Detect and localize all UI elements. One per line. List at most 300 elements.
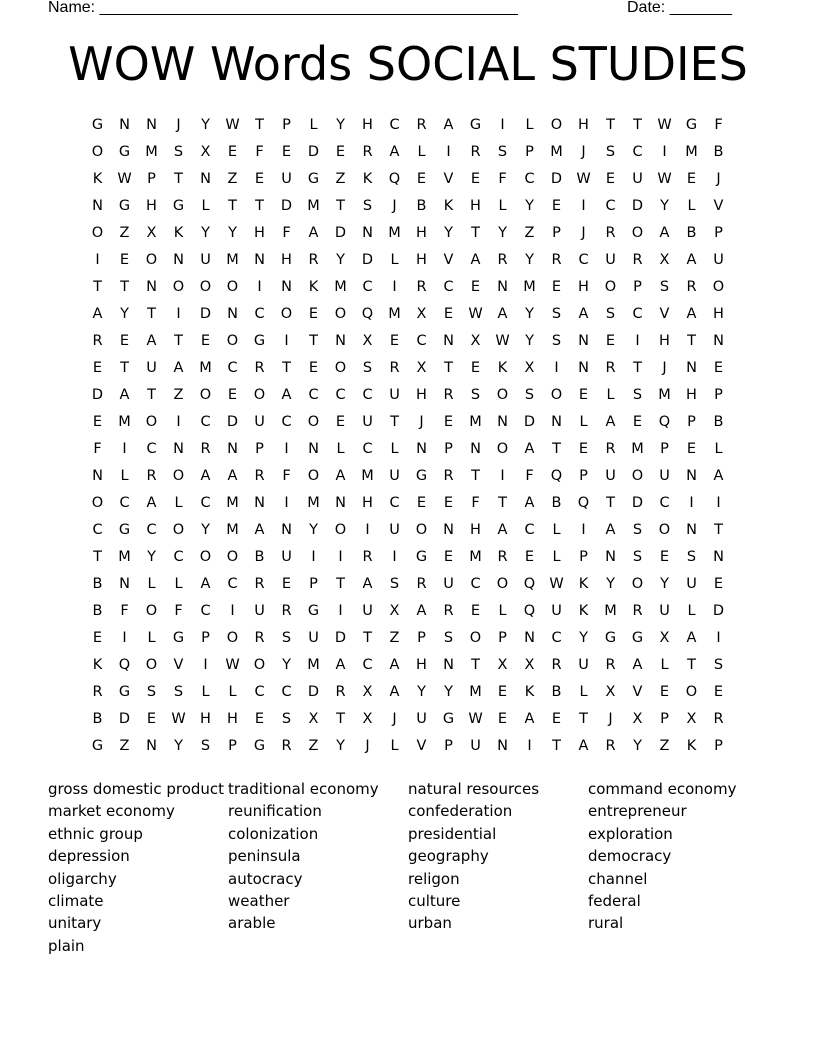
grid-letter: J	[365, 737, 370, 754]
grid-letter: Y	[309, 521, 318, 538]
grid-letter: E	[443, 548, 454, 565]
word-bank-item: command economy	[588, 780, 737, 798]
grid-letter: W	[468, 305, 483, 322]
grid-letter: A	[416, 602, 427, 619]
word-bank-item: natural resources	[408, 780, 540, 798]
grid-letter: N	[146, 116, 157, 133]
grid-letter: O	[604, 278, 617, 295]
grid-letter: B	[92, 575, 103, 592]
grid-letter: K	[92, 170, 103, 187]
grid-letter: B	[713, 143, 724, 160]
grid-letter: X	[308, 710, 319, 727]
grid-letter: E	[551, 710, 562, 727]
grid-letter: A	[227, 467, 238, 484]
grid-letter: G	[253, 332, 266, 349]
grid-letter: Z	[524, 224, 535, 241]
grid-letter: T	[498, 494, 507, 511]
grid-letter: O	[226, 278, 239, 295]
grid-letter: E	[605, 170, 616, 187]
grid-letter: T	[606, 494, 615, 511]
grid-letter: O	[631, 224, 644, 241]
grid-letter: A	[200, 575, 211, 592]
grid-letter: A	[119, 386, 130, 403]
grid-letter: O	[415, 521, 428, 538]
grid-letter: I	[338, 548, 343, 565]
grid-letter: Y	[201, 521, 210, 538]
grid-letter: I	[311, 548, 316, 565]
grid-letter: D	[91, 386, 104, 403]
grid-letter: C	[200, 494, 211, 511]
grid-letter: I	[446, 143, 451, 160]
grid-letter: E	[308, 305, 319, 322]
grid-letter: U	[632, 170, 643, 187]
grid-letter: I	[176, 305, 181, 322]
grid-letter: J	[392, 197, 397, 214]
grid-letter: P	[147, 170, 156, 187]
grid-letter: B	[713, 413, 724, 430]
grid-letter: R	[605, 440, 616, 457]
grid-letter: R	[362, 143, 373, 160]
grid-letter: E	[416, 170, 427, 187]
grid-letter: G	[118, 143, 131, 160]
grid-letter: R	[254, 359, 265, 376]
grid-letter: N	[146, 737, 157, 754]
grid-letter: I	[581, 197, 586, 214]
grid-letter: C	[524, 521, 535, 538]
grid-letter: T	[147, 305, 156, 322]
grid-letter: O	[334, 305, 347, 322]
grid-letter: R	[146, 467, 157, 484]
grid-letter: O	[307, 467, 320, 484]
grid-letter: F	[93, 440, 102, 457]
grid-letter: V	[659, 305, 670, 322]
grid-letter: Z	[308, 737, 319, 754]
grid-letter: P	[417, 629, 426, 646]
grid-letter: E	[443, 305, 454, 322]
word-bank-item: ethnic group	[48, 824, 143, 843]
grid-letter: G	[172, 197, 185, 214]
letter-grid	[84, 111, 732, 759]
word-bank-item: weather	[228, 891, 290, 910]
grid-letter: Y	[606, 575, 615, 592]
grid-letter: N	[146, 278, 157, 295]
grid-letter: H	[470, 197, 481, 214]
grid-letter: L	[309, 116, 318, 133]
grid-letter: E	[713, 575, 724, 592]
grid-letter: I	[284, 494, 289, 511]
grid-letter: L	[660, 656, 669, 673]
grid-letter: K	[578, 575, 589, 592]
grid-letter: S	[146, 683, 157, 700]
grid-letter: L	[174, 494, 183, 511]
grid-letter: N	[281, 521, 292, 538]
grid-letter: O	[145, 413, 158, 430]
grid-letter: A	[659, 224, 670, 241]
grid-letter: E	[713, 683, 724, 700]
grid-letter: R	[254, 629, 265, 646]
grid-letter: T	[228, 197, 237, 214]
grid-letter: Z	[119, 737, 130, 754]
word-bank-item: presidential	[408, 824, 497, 843]
grid-letter: L	[228, 683, 237, 700]
grid-letter: C	[119, 494, 130, 511]
grid-letter: C	[443, 278, 454, 295]
grid-letter: J	[176, 116, 181, 133]
grid-letter: H	[713, 305, 724, 322]
grid-letter: A	[281, 386, 292, 403]
grid-letter: Y	[336, 116, 345, 133]
grid-letter: N	[362, 224, 373, 241]
grid-letter: C	[605, 197, 616, 214]
grid-letter: X	[200, 143, 211, 160]
grid-letter: R	[92, 332, 103, 349]
grid-letter: M	[118, 548, 131, 565]
grid-letter: I	[662, 143, 667, 160]
grid-letter: E	[659, 548, 670, 565]
grid-letter: A	[578, 737, 589, 754]
grid-letter: Y	[579, 629, 588, 646]
grid-letter: H	[281, 251, 292, 268]
grid-letter: L	[390, 251, 399, 268]
grid-letter: N	[524, 629, 535, 646]
grid-letter: P	[714, 737, 723, 754]
grid-letter: C	[200, 413, 211, 430]
grid-letter: K	[173, 224, 184, 241]
grid-letter: E	[443, 494, 454, 511]
grid-letter: Y	[444, 224, 453, 241]
grid-letter: C	[416, 332, 427, 349]
grid-letter: E	[227, 143, 238, 160]
grid-letter: T	[147, 386, 156, 403]
grid-letter: U	[470, 737, 481, 754]
grid-letter: Y	[660, 575, 669, 592]
grid-letter: A	[389, 683, 400, 700]
grid-letter: M	[226, 251, 239, 268]
grid-letter: C	[632, 305, 643, 322]
grid-letter: A	[632, 656, 643, 673]
grid-letter: A	[605, 521, 616, 538]
grid-letter: S	[524, 386, 535, 403]
grid-letter: E	[146, 710, 157, 727]
word-bank-item: confederation	[408, 802, 513, 821]
grid-letter: U	[254, 413, 265, 430]
grid-letter: R	[551, 656, 562, 673]
grid-letter: P	[714, 224, 723, 241]
grid-letter: V	[173, 656, 184, 673]
grid-letter: R	[686, 278, 697, 295]
grid-letter: I	[500, 116, 505, 133]
grid-letter: L	[201, 683, 210, 700]
grid-letter: U	[281, 548, 292, 565]
grid-letter: N	[335, 332, 346, 349]
grid-letter: M	[361, 467, 374, 484]
grid-letter: T	[552, 440, 561, 457]
grid-letter: U	[605, 251, 616, 268]
grid-letter: O	[550, 386, 563, 403]
grid-letter: E	[335, 143, 346, 160]
grid-letter: L	[147, 629, 156, 646]
grid-letter: Y	[174, 737, 183, 754]
grid-letter: W	[549, 575, 564, 592]
grid-letter: U	[281, 170, 292, 187]
grid-letter: O	[172, 278, 185, 295]
grid-letter: C	[389, 494, 400, 511]
grid-letter: V	[443, 251, 454, 268]
grid-letter: D	[118, 710, 131, 727]
grid-letter: P	[687, 413, 696, 430]
grid-letter: G	[118, 683, 131, 700]
grid-letter: S	[173, 683, 184, 700]
grid-letter: H	[578, 116, 589, 133]
grid-letter: S	[470, 386, 481, 403]
grid-letter: I	[392, 278, 397, 295]
grid-letter: W	[171, 710, 186, 727]
grid-letter: E	[443, 413, 454, 430]
word-bank-item: exploration	[588, 824, 673, 843]
grid-letter: P	[444, 737, 453, 754]
word-bank-item: religon	[408, 869, 460, 888]
grid-letter: R	[416, 575, 427, 592]
grid-letter: I	[284, 440, 289, 457]
grid-letter: M	[307, 494, 320, 511]
grid-letter: T	[363, 629, 372, 646]
grid-letter: L	[498, 602, 507, 619]
grid-letter: A	[254, 521, 265, 538]
grid-letter: Y	[201, 116, 210, 133]
word-bank-item: geography	[408, 847, 489, 866]
grid-letter: R	[551, 251, 562, 268]
grid-letter: E	[686, 440, 697, 457]
grid-letter: T	[552, 737, 561, 754]
grid-letter: M	[469, 413, 482, 430]
grid-letter: R	[281, 602, 292, 619]
grid-letter: K	[497, 359, 508, 376]
grid-letter: A	[335, 467, 346, 484]
grid-letter: C	[281, 413, 292, 430]
grid-letter: P	[201, 629, 210, 646]
grid-letter: T	[714, 521, 723, 538]
grid-letter: T	[255, 197, 264, 214]
grid-letter: N	[497, 737, 508, 754]
grid-letter: E	[92, 413, 103, 430]
grid-letter: W	[468, 710, 483, 727]
grid-letter: J	[581, 224, 586, 241]
grid-letter: U	[659, 467, 670, 484]
grid-letter: N	[497, 413, 508, 430]
grid-letter: X	[605, 683, 616, 700]
grid-letter: A	[497, 305, 508, 322]
grid-letter: L	[147, 575, 156, 592]
grid-letter: H	[578, 278, 589, 295]
grid-letter: I	[689, 494, 694, 511]
grid-letter: U	[551, 602, 562, 619]
grid-letter: A	[200, 467, 211, 484]
grid-letter: G	[685, 116, 698, 133]
grid-letter: U	[578, 656, 589, 673]
grid-letter: Y	[525, 197, 534, 214]
grid-letter: R	[713, 710, 724, 727]
grid-letter: O	[253, 386, 266, 403]
grid-letter: T	[309, 332, 318, 349]
grid-letter: S	[497, 143, 508, 160]
grid-letter: E	[578, 440, 589, 457]
grid-letter: E	[92, 359, 103, 376]
grid-letter: R	[605, 656, 616, 673]
grid-letter: M	[658, 386, 671, 403]
grid-letter: F	[714, 116, 723, 133]
grid-letter: Y	[201, 224, 210, 241]
grid-letter: N	[416, 440, 427, 457]
grid-letter: F	[120, 602, 129, 619]
grid-letter: Q	[523, 602, 536, 619]
grid-letter: N	[308, 440, 319, 457]
grid-letter: O	[334, 521, 347, 538]
grid-letter: G	[91, 737, 104, 754]
grid-letter: S	[362, 197, 373, 214]
grid-letter: M	[469, 683, 482, 700]
grid-letter: P	[579, 467, 588, 484]
grid-letter: Z	[119, 224, 130, 241]
grid-letter: O	[685, 683, 698, 700]
grid-letter: Z	[659, 737, 670, 754]
grid-letter: E	[470, 359, 481, 376]
grid-letter: E	[254, 710, 265, 727]
grid-letter: C	[362, 386, 373, 403]
name-field-label: Name: _______________________________________________	[48, 0, 518, 16]
grid-letter: X	[362, 332, 373, 349]
grid-letter: T	[120, 278, 129, 295]
grid-letter: O	[334, 359, 347, 376]
grid-letter: G	[307, 170, 320, 187]
grid-letter: I	[527, 737, 532, 754]
grid-letter: T	[444, 359, 453, 376]
grid-letter: B	[551, 683, 562, 700]
grid-letter: M	[388, 224, 401, 241]
grid-letter: D	[361, 251, 374, 268]
date-field-label: Date: _______	[627, 0, 732, 16]
grid-letter: N	[443, 521, 454, 538]
grid-letter: A	[524, 494, 535, 511]
grid-letter: X	[389, 602, 400, 619]
grid-letter: X	[524, 656, 535, 673]
grid-letter: W	[225, 116, 240, 133]
grid-letter: B	[551, 494, 562, 511]
grid-letter: G	[118, 521, 131, 538]
grid-letter: M	[226, 494, 239, 511]
grid-letter: X	[416, 359, 427, 376]
grid-letter: U	[146, 359, 157, 376]
grid-letter: I	[392, 548, 397, 565]
grid-letter: O	[226, 332, 239, 349]
grid-letter: M	[631, 440, 644, 457]
grid-letter: O	[631, 467, 644, 484]
grid-letter: N	[686, 521, 697, 538]
grid-letter: R	[497, 548, 508, 565]
grid-letter: O	[280, 305, 293, 322]
grid-letter: E	[200, 332, 211, 349]
word-bank-item: democracy	[588, 847, 672, 866]
grid-letter: M	[307, 656, 320, 673]
word-bank-item: federal	[588, 891, 641, 910]
grid-letter: P	[579, 548, 588, 565]
grid-letter: E	[551, 197, 562, 214]
grid-letter: H	[659, 332, 670, 349]
grid-letter: K	[308, 278, 319, 295]
grid-letter: I	[365, 521, 370, 538]
grid-letter: O	[172, 467, 185, 484]
grid-letter: Q	[388, 170, 401, 187]
word-bank-item: autocracy	[228, 869, 303, 888]
grid-letter: O	[91, 224, 104, 241]
grid-letter: U	[200, 251, 211, 268]
grid-letter: A	[389, 143, 400, 160]
grid-letter: J	[608, 710, 613, 727]
grid-letter: D	[307, 683, 320, 700]
grid-letter: G	[442, 710, 455, 727]
grid-letter: F	[282, 467, 291, 484]
grid-letter: U	[362, 413, 373, 430]
grid-letter: E	[659, 683, 670, 700]
grid-letter: O	[550, 116, 563, 133]
grid-letter: T	[633, 116, 642, 133]
grid-letter: Y	[525, 251, 534, 268]
grid-letter: T	[120, 359, 129, 376]
grid-letter: F	[471, 494, 480, 511]
grid-letter: K	[443, 197, 454, 214]
grid-letter: S	[686, 548, 697, 565]
grid-letter: P	[525, 143, 534, 160]
grid-letter: X	[659, 251, 670, 268]
grid-letter: D	[199, 305, 212, 322]
grid-letter: U	[389, 386, 400, 403]
grid-letter: I	[257, 278, 262, 295]
grid-letter: C	[254, 683, 265, 700]
grid-letter: U	[659, 602, 670, 619]
grid-letter: Y	[336, 737, 345, 754]
grid-letter: M	[226, 521, 239, 538]
grid-letter: K	[578, 602, 589, 619]
grid-letter: O	[172, 521, 185, 538]
grid-letter: T	[174, 332, 183, 349]
grid-letter: C	[92, 521, 103, 538]
grid-letter: N	[713, 548, 724, 565]
grid-letter: B	[416, 197, 427, 214]
grid-letter: C	[389, 116, 400, 133]
grid-letter: A	[578, 305, 589, 322]
grid-letter: H	[146, 197, 157, 214]
grid-letter: C	[659, 494, 670, 511]
word-bank-item: unitary	[48, 914, 102, 933]
grid-letter: S	[632, 521, 643, 538]
grid-letter: L	[390, 440, 399, 457]
grid-letter: L	[552, 521, 561, 538]
grid-letter: T	[390, 413, 399, 430]
word-bank-item: urban	[408, 914, 452, 933]
grid-letter: C	[335, 386, 346, 403]
grid-letter: A	[362, 575, 373, 592]
grid-letter: U	[713, 251, 724, 268]
grid-letter: E	[524, 548, 535, 565]
grid-letter: C	[362, 278, 373, 295]
grid-letter: R	[281, 737, 292, 754]
grid-letter: S	[389, 575, 400, 592]
grid-letter: Z	[335, 170, 346, 187]
grid-letter: E	[578, 386, 589, 403]
grid-letter: Q	[118, 656, 131, 673]
grid-letter: R	[92, 683, 103, 700]
grid-letter: A	[443, 116, 454, 133]
grid-letter: X	[470, 332, 481, 349]
